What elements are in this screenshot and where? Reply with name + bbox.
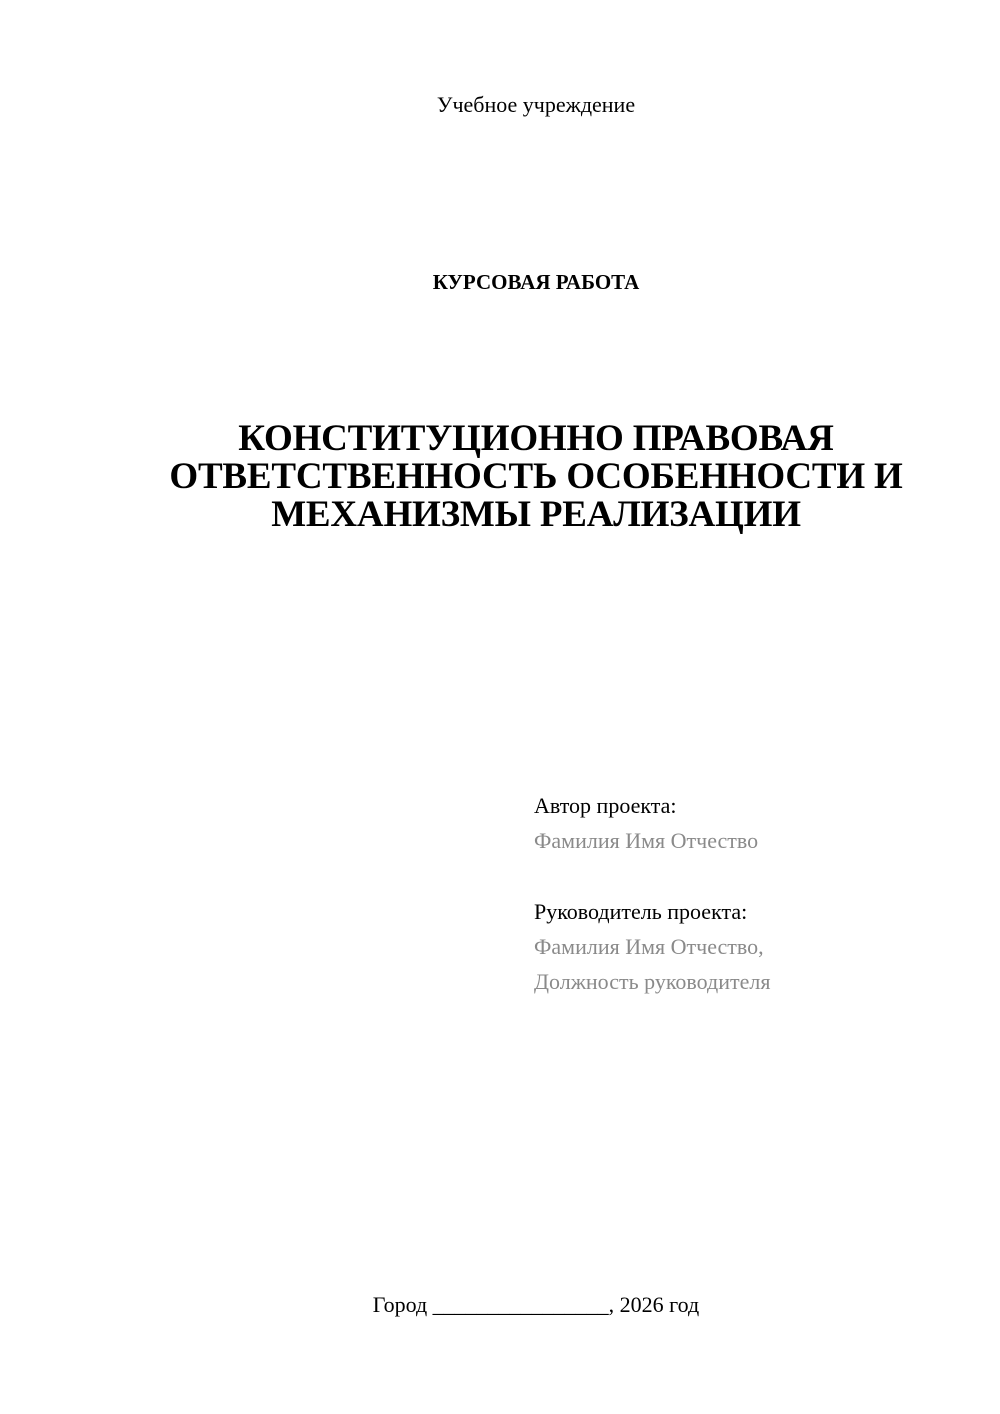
supervisor-label: Руководитель проекта: (534, 899, 748, 924)
city-year-footer: Город ________________, 2026 год (372, 1292, 700, 1317)
work-type-heading: КУРСОВАЯ РАБОТА (432, 270, 640, 294)
info-spacer (534, 858, 974, 894)
title-line-3: МЕХАНИЗМЫ РЕАЛИЗАЦИИ (271, 494, 801, 535)
supervisor-name: Фамилия Имя Отчество, (534, 934, 764, 959)
author-name: Фамилия Имя Отчество (534, 828, 759, 853)
document-title (120, 420, 952, 534)
project-info-block (534, 788, 974, 999)
title-line-2: ОТВЕТСТВЕННОСТЬ ОСОБЕННОСТИ И (169, 456, 903, 497)
supervisor-position: Должность руководителя (534, 969, 771, 994)
institution-name: Учебное учреждение (436, 92, 636, 117)
title-line-1: КОНСТИТУЦИОННО ПРАВОВАЯ (238, 418, 834, 459)
author-label: Автор проекта: (534, 793, 677, 818)
